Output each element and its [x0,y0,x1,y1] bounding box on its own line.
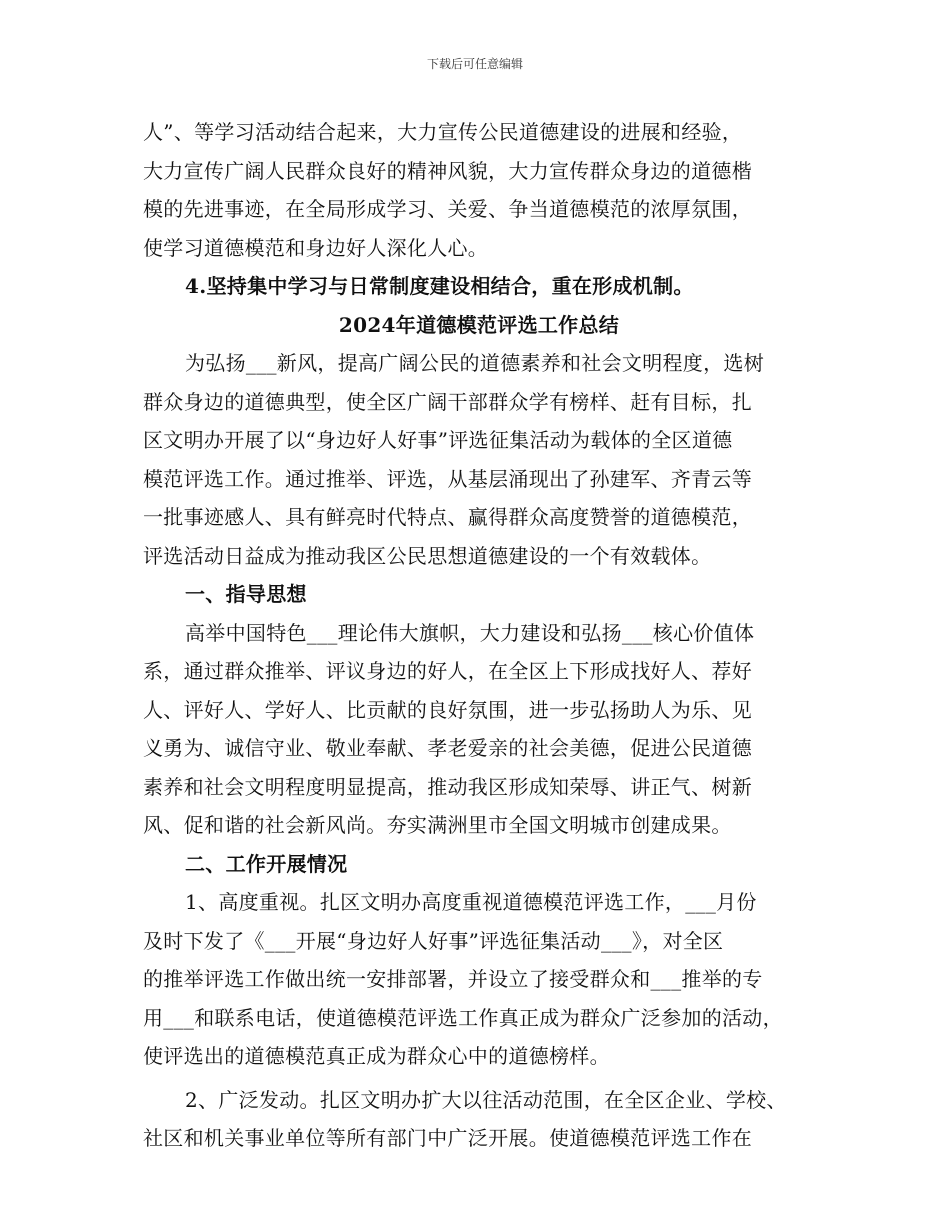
text-line: 义勇为、诚信守业、敬业奉献、孝老爱亲的社会美德，促进公民道德 [143,736,752,760]
text-line: 评选活动日益成为推动我区公民思想道德建设的一个有效载体。 [143,543,712,568]
text-line: 1、高度重视。扎区文明办高度重视道德模范评选工作，___月份 [185,890,757,914]
text-line: 的推举评选工作做出统一安排部署，并设立了接受群众和___推举的专 [143,967,763,991]
text-line: 大力宣传广阔人民群众良好的精神风貌，大力宣传群众身边的道德楷 [143,158,752,183]
text-line: 模的先进事迹，在全局形成学习、关爱、争当道德模范的浓厚氛围， [143,197,752,221]
text-line: 用___和联系电话，使道德模范评选工作真正成为群众广泛参加的活动， [143,1005,783,1030]
text-line: 2、广泛发动。扎区文明办扩大以往活动范围，在全区企业、学校、 [185,1087,787,1112]
text-line: 及时下发了《___开展“身边好人好事”评选征集活动___》，对全区 [143,928,724,953]
text-line: 使学习道德模范和身边好人深化人心。 [143,235,489,260]
text-line: 人、评好人、学好人、比贡献的良好氛围，进一步弘扬助人为乐、见 [143,697,752,722]
text-line: 社区和机关事业单位等所有部门中广泛开展。使道德模范评选工作在 [143,1126,752,1150]
text-line: 模范评选工作。通过推举、评选，从基层涌现出了孙建军、齐青云等 [143,466,752,491]
section-heading: 4.坚持集中学习与日常制度建设相结合，重在形成机制。 [185,274,694,298]
document-body [143,113,815,1158]
text-line: 群众身边的道德典型，使全区广阔干部群众学有榜样、赶有目标，扎 [143,389,752,414]
text-line: 风、促和谐的社会新风尚。夯实满洲里市全国文明城市创建成果。 [143,813,732,837]
text-line: 系，通过群众推举、评议身边的好人，在全区上下形成找好人、荐好 [143,659,752,683]
document-title: 2024年道德模范评选工作总结 [338,312,620,337]
text-line: 区文明办开展了以“身边好人好事”评选征集活动为载体的全区道德 [143,428,733,452]
text-line: 为弘扬___新风，提高广阔公民的道德素养和社会文明程度，选树 [185,351,764,375]
section-heading: 一、指导思想 [185,582,307,606]
page-header: 下载后可任意编辑 [426,57,523,71]
text-line: 高举中国特色___理论伟大旗帜，大力建设和弘扬___核心价值体 [185,620,755,645]
text-line: 素养和社会文明程度明显提高，推动我区形成知荣辱、讲正气、树新 [143,774,752,799]
text-line: 人”、等学习活动结合起来，大力宣传公民道德建设的进展和经验， [143,120,743,144]
text-line: 一批事迹感人、具有鲜亮时代特点、赢得群众高度赞誉的道德模范， [143,505,752,529]
section-heading: 二、工作开展情况 [185,851,348,876]
text-line: 使评选出的道德模范真正成为群众心中的道德榜样。 [143,1044,610,1068]
